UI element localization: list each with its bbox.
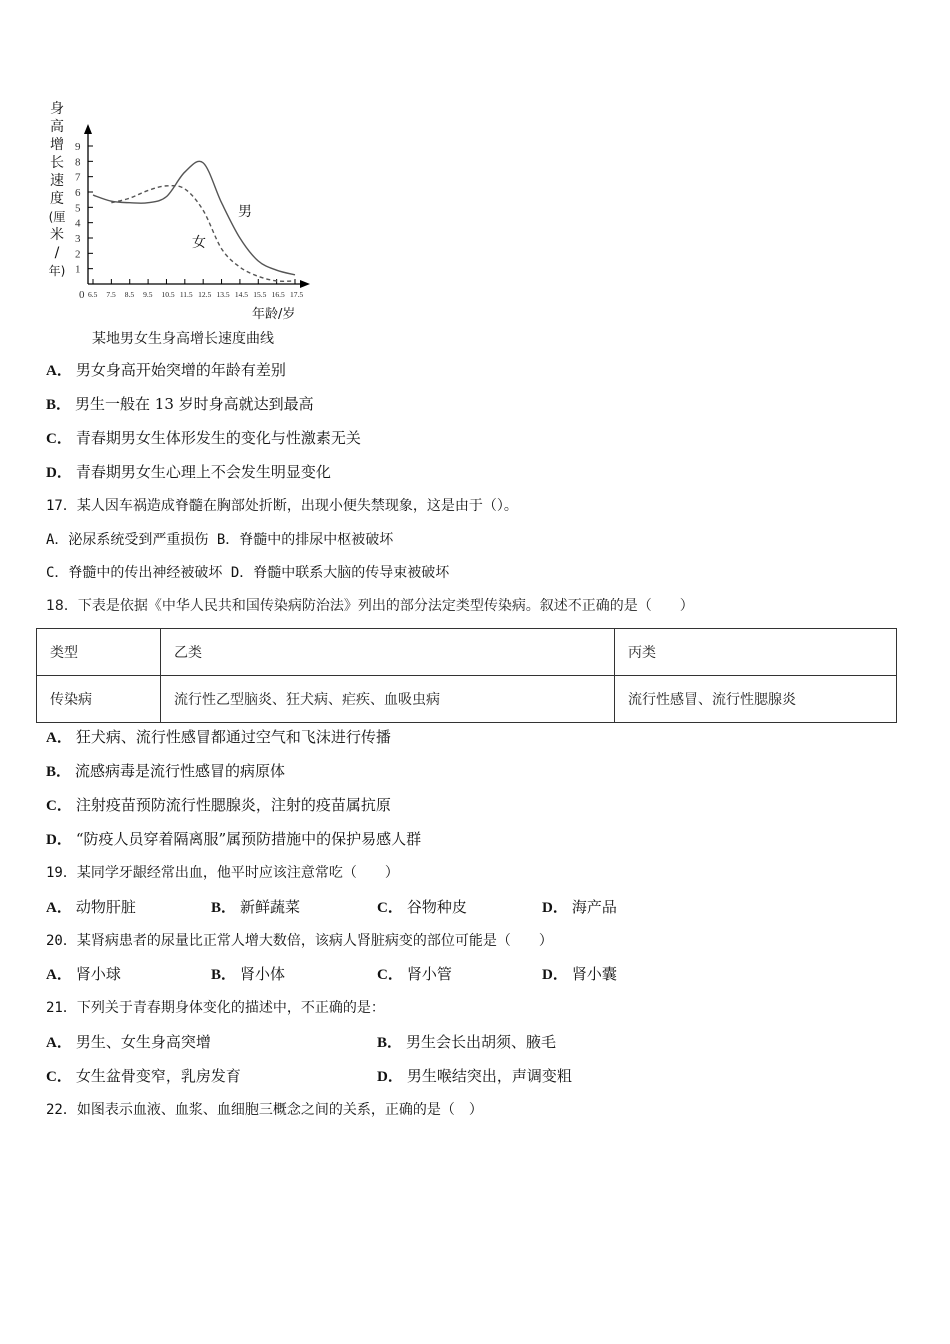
option-text: 女生盆骨变窄，乳房发育 bbox=[75, 1067, 241, 1085]
option-text: 动物肝脏 bbox=[75, 898, 136, 916]
option-text: 肾小球 bbox=[75, 965, 121, 983]
q19-option-a[interactable] bbox=[46, 897, 136, 918]
svg-text:17.5: 17.5 bbox=[290, 290, 304, 299]
svg-text:15.5: 15.5 bbox=[253, 290, 267, 299]
svg-text:9.5: 9.5 bbox=[143, 290, 153, 299]
q16-option-d[interactable] bbox=[46, 462, 331, 483]
q20-option-d[interactable] bbox=[542, 964, 617, 985]
y-label-char: 增 bbox=[50, 137, 64, 153]
male-series-line bbox=[93, 161, 295, 274]
svg-text:7: 7 bbox=[75, 171, 81, 184]
option-letter: B． bbox=[211, 900, 237, 916]
table-cell: 类型 bbox=[37, 629, 161, 676]
chart-title: 某地男女生身高增长速度曲线 bbox=[92, 331, 274, 347]
x-axis-arrow-icon bbox=[300, 280, 310, 288]
option-letter: B． bbox=[46, 764, 72, 780]
q16-option-c[interactable] bbox=[46, 428, 361, 449]
option-letter: D． bbox=[46, 465, 72, 481]
q19-stem: 19．某同学牙龈经常出血，他平时应该注意常吃（ ） bbox=[46, 865, 399, 881]
option-letter: B． bbox=[46, 397, 72, 413]
svg-text:女: 女 bbox=[192, 235, 206, 251]
svg-text:9: 9 bbox=[75, 141, 81, 153]
option-text: 肾小体 bbox=[240, 965, 286, 983]
q20-stem: 20．某肾病患者的尿量比正常人增大数倍，该病人肾脏病变的部位可能是（ ） bbox=[46, 933, 553, 949]
svg-text:11.5: 11.5 bbox=[179, 290, 193, 299]
option-text: 狂犬病、流行性感冒都通过空气和飞沫进行传播 bbox=[75, 728, 391, 746]
q21-option-b[interactable] bbox=[377, 1032, 556, 1053]
y-label-char: 米 bbox=[50, 227, 64, 243]
q21-option-d[interactable] bbox=[377, 1066, 572, 1087]
q18-option-b[interactable] bbox=[46, 761, 285, 782]
table-row bbox=[37, 676, 897, 723]
svg-text:1: 1 bbox=[75, 263, 81, 276]
option-letter: B． bbox=[377, 1035, 403, 1051]
q17-options-line2[interactable]: C．脊髓中的传出神经被破坏 D．脊髓中联系大脑的传导束被破坏 bbox=[46, 565, 450, 581]
disease-table bbox=[36, 628, 897, 723]
option-letter: A． bbox=[46, 363, 72, 379]
q18-option-a[interactable] bbox=[46, 727, 391, 748]
option-letter: C． bbox=[46, 431, 72, 447]
svg-text:7.5: 7.5 bbox=[106, 290, 116, 299]
q18-stem: 18．下表是依据《中华人民共和国传染病防治法》列出的部分法定类型传染病。叙述不正确的是（ ） bbox=[46, 598, 694, 614]
y-label-char: / bbox=[54, 245, 60, 261]
option-letter: D． bbox=[542, 900, 568, 916]
svg-text:2: 2 bbox=[75, 248, 81, 261]
svg-text:13.5: 13.5 bbox=[216, 290, 230, 299]
y-axis-arrow-icon bbox=[84, 124, 92, 134]
y-label-char: 长 bbox=[50, 155, 64, 171]
y-label-char: 速 bbox=[50, 173, 64, 189]
svg-text:10.5: 10.5 bbox=[161, 290, 175, 299]
option-letter: C． bbox=[377, 967, 403, 983]
option-letter: D． bbox=[542, 967, 568, 983]
svg-text:年龄/岁: 年龄/岁 bbox=[252, 307, 296, 322]
svg-text:14.5: 14.5 bbox=[234, 290, 249, 299]
table-header-row bbox=[37, 629, 897, 676]
y-label-char: 高 bbox=[50, 119, 64, 135]
y-label-char: (厘 bbox=[48, 210, 66, 224]
svg-text:6.5: 6.5 bbox=[88, 290, 98, 299]
option-letter: A． bbox=[46, 1035, 72, 1051]
option-text: 青春期男女生体形发生的变化与性激素无关 bbox=[75, 429, 361, 447]
option-text: 新鲜蔬菜 bbox=[240, 898, 301, 916]
q21-options-row2 bbox=[46, 1066, 906, 1086]
option-letter: C． bbox=[46, 798, 72, 814]
option-letter: A． bbox=[46, 967, 72, 983]
svg-text:3: 3 bbox=[75, 233, 81, 245]
option-letter: B． bbox=[211, 967, 237, 983]
option-letter: A． bbox=[46, 730, 72, 746]
table-cell: 流行性乙型脑炎、狂犬病、疟疾、血吸虫病 bbox=[161, 676, 615, 723]
svg-text:0: 0 bbox=[79, 289, 85, 301]
q20-options bbox=[46, 964, 906, 984]
q20-option-b[interactable] bbox=[211, 964, 285, 985]
option-text: 肾小管 bbox=[406, 965, 452, 983]
option-text: 注射疫苗预防流行性腮腺炎，注射的疫苗属抗原 bbox=[75, 796, 391, 814]
q21-option-c[interactable] bbox=[46, 1066, 241, 1087]
option-text: 男生喉结突出，声调变粗 bbox=[406, 1067, 572, 1085]
q17-options-line1[interactable]: A．泌尿系统受到严重损伤 B．脊髓中的排尿中枢被破坏 bbox=[46, 532, 394, 548]
svg-text:12.5: 12.5 bbox=[198, 290, 212, 299]
q18-option-c[interactable] bbox=[46, 795, 391, 816]
option-letter: C． bbox=[377, 900, 403, 916]
q19-option-b[interactable] bbox=[211, 897, 300, 918]
option-text: 男生会长出胡须、腋毛 bbox=[406, 1033, 557, 1051]
table-cell: 传染病 bbox=[37, 676, 161, 723]
q17-stem: 17．某人因车祸造成脊髓在胸部处折断，出现小便失禁现象，这是由于（）。 bbox=[46, 498, 518, 514]
q21-options-row1 bbox=[46, 1032, 906, 1052]
option-text: 海产品 bbox=[571, 898, 617, 916]
q19-option-c[interactable] bbox=[377, 897, 467, 918]
y-label-char: 度 bbox=[50, 191, 64, 207]
svg-text:男: 男 bbox=[238, 204, 252, 220]
svg-text:16.5: 16.5 bbox=[271, 290, 285, 299]
q21-option-a[interactable] bbox=[46, 1032, 211, 1053]
q20-option-a[interactable] bbox=[46, 964, 121, 985]
option-text: “防疫人员穿着隔离服”属预防措施中的保护易感人群 bbox=[75, 830, 422, 848]
svg-text:4: 4 bbox=[75, 217, 81, 230]
svg-text:5: 5 bbox=[75, 202, 81, 215]
q20-option-c[interactable] bbox=[377, 964, 452, 985]
q19-options bbox=[46, 897, 906, 917]
y-label-char: 身 bbox=[50, 101, 64, 117]
option-text: 男生、女生身高突增 bbox=[75, 1033, 211, 1051]
growth-velocity-chart bbox=[40, 95, 330, 355]
q21-stem: 21．下列关于青春期身体变化的描述中，不正确的是： bbox=[46, 1000, 385, 1016]
option-text: 男女身高开始突增的年龄有差别 bbox=[75, 361, 286, 379]
q16-option-a[interactable] bbox=[46, 360, 286, 381]
q22-stem: 22．如图表示血液、血浆、血细胞三概念之间的关系，正确的是（ ） bbox=[46, 1102, 483, 1118]
svg-text:6: 6 bbox=[75, 187, 81, 199]
q16-option-b[interactable] bbox=[46, 394, 314, 415]
option-text: 流感病毒是流行性感冒的病原体 bbox=[75, 762, 286, 780]
table-cell: 乙类 bbox=[161, 629, 615, 676]
option-letter: C． bbox=[46, 1069, 72, 1085]
q18-option-d[interactable] bbox=[46, 829, 421, 850]
q19-option-d[interactable] bbox=[542, 897, 617, 918]
option-letter: A． bbox=[46, 900, 72, 916]
table-cell: 流行性感冒、流行性腮腺炎 bbox=[615, 676, 897, 723]
svg-text:8: 8 bbox=[75, 156, 81, 169]
option-letter: D． bbox=[377, 1069, 403, 1085]
svg-text:8.5: 8.5 bbox=[124, 290, 135, 299]
option-text: 男生一般在 13 岁时身高就达到最高 bbox=[75, 395, 314, 413]
option-text: 谷物种皮 bbox=[406, 898, 467, 916]
option-text: 青春期男女生心理上不会发生明显变化 bbox=[75, 463, 331, 481]
y-label-char: 年) bbox=[48, 264, 66, 278]
option-text: 肾小囊 bbox=[571, 965, 617, 983]
table-cell: 丙类 bbox=[615, 629, 897, 676]
option-letter: D． bbox=[46, 832, 72, 848]
